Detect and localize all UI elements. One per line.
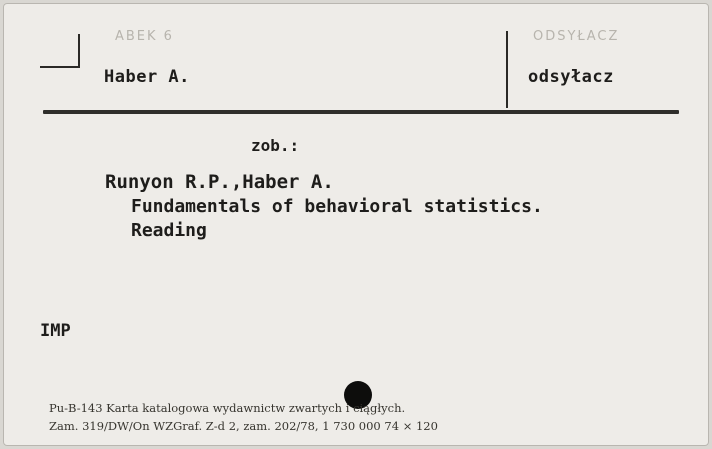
corner-mark-vertical (78, 34, 80, 67)
faint-header-right: ODSYŁACZ (533, 29, 620, 44)
heading-author: Haber A. (104, 67, 190, 87)
column-divider (506, 31, 508, 108)
reference-authors: Runyon R.P.,Haber A. (105, 171, 334, 193)
faint-header-left: ABEK 6 (115, 29, 174, 44)
printer-footer-line2: Zam. 319/DW/On WZGraf. Z-d 2, zam. 202/78, 1 730 000 74 × 120 (49, 419, 438, 433)
card-type-label: odsyłacz (528, 67, 614, 87)
header-rule (43, 110, 679, 114)
catalog-card (3, 3, 709, 446)
reference-title-line2: Reading (131, 220, 207, 241)
printer-footer-line1: Pu-B-143 Karta katalogowa wydawnictw zwartych i ciągłych. (49, 401, 406, 415)
see-reference-label: zob.: (251, 136, 300, 155)
corner-mark-horizontal (40, 66, 80, 68)
location-code: IMP (40, 321, 71, 341)
reference-title-line1: Fundamentals of behavioral statistics. (131, 196, 543, 217)
